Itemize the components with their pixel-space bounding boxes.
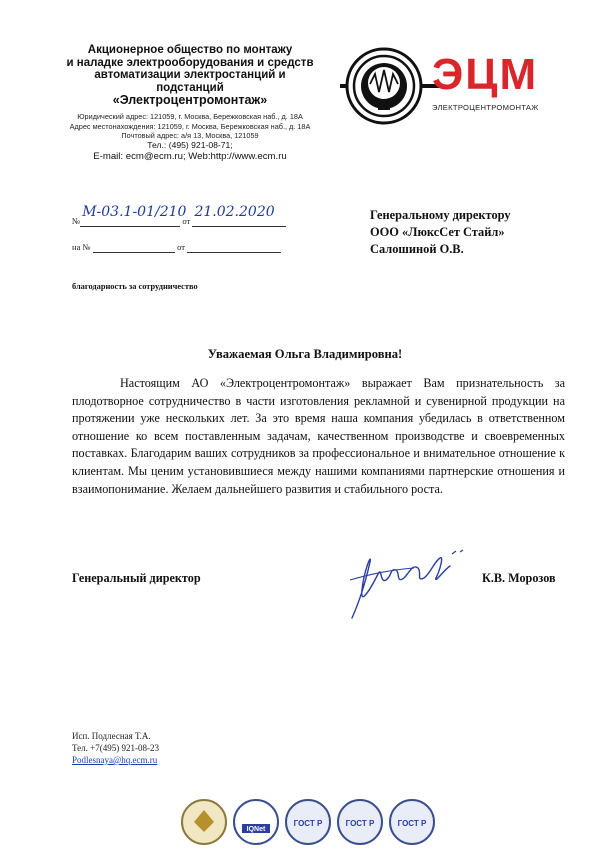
gost-label-2: ГОСТ Р — [345, 819, 375, 828]
reply-number-label: на № — [72, 242, 91, 252]
executor-name: Исп. Подлесная Т.А. — [72, 731, 151, 741]
gost-badge-icon — [338, 800, 382, 844]
addresses — [40, 112, 340, 141]
organization-name — [40, 44, 340, 107]
iqnet-badge-icon — [234, 800, 278, 844]
reply-date-line — [187, 242, 281, 253]
postal-address: Почтовый адрес: а/я 13, Москва, 121059 — [121, 131, 259, 141]
eagle-emblem-icon — [182, 800, 226, 844]
greeting: Уважаемая Ольга Владимировна! — [207, 347, 403, 361]
org-line-4: подстанций — [156, 81, 224, 94]
certification-badges — [180, 796, 450, 848]
logo-subtitle: ЭЛЕКТРОЦЕНТРОМОНТАЖ — [432, 103, 539, 112]
logo-text: ЭЦМ — [432, 50, 539, 99]
reference-number-row — [72, 204, 286, 227]
handwritten-number: М-03.1-01/210 — [82, 204, 187, 220]
org-line-2: и наладке электрооборудования и средств — [66, 56, 314, 69]
company-contacts: E-mail: ecm@ecm.ru; Web:http://www.ecm.ru — [93, 151, 287, 162]
gost-badge-icon — [286, 800, 330, 844]
iqnet-label: IQNet — [246, 826, 266, 833]
reply-date-label: от — [177, 242, 186, 252]
recipient-block — [370, 207, 511, 258]
reply-reference-row — [72, 242, 281, 253]
location-address: Адрес местонахождения: 121059, г. Москва, Бережковская наб., д. 18А — [69, 121, 311, 131]
recipient-line-3: Салошиной О.В. — [370, 242, 464, 256]
org-line-1: Акционерное общество по монтажу — [87, 44, 293, 56]
org-line-3: автоматизации электростанций и — [94, 69, 286, 81]
signer-title: Генеральный директор — [72, 571, 201, 585]
date-line — [192, 204, 286, 227]
recipient-line-2: ООО «ЛюксСет Стайл» — [370, 225, 505, 239]
gost-badge-icon — [390, 800, 434, 844]
date-label: от — [182, 216, 191, 226]
executor-email-link[interactable]: Podlesnaya@hq.ecm.ru — [72, 755, 158, 765]
ecm-logo — [340, 46, 580, 128]
number-label: № — [72, 216, 81, 226]
legal-address: Юридический адрес: 121059, г. Москва, Бережковская наб., д. 18А — [77, 112, 303, 121]
org-line-5: «Электроцентромонтаж» — [112, 93, 268, 107]
executor-phone: Тел. +7(495) 921-08-23 — [72, 743, 159, 753]
letter-subject: благодарность за сотрудничество — [72, 282, 198, 291]
recipient-line-1: Генеральному директору — [370, 208, 511, 222]
gost-label-1: ГОСТ Р — [293, 819, 323, 828]
reply-number-line — [93, 242, 175, 253]
signer-name: К.В. Морозов — [482, 571, 556, 585]
body-paragraph: Настоящим АО «Электроцентромонтаж» выражает Вам признательность за плодотворное сотрудничество в части изготовления рекламной и сувенирной продукции на протяжении уже нескольких лет. За это время наша компания убедилась в ответственном отношение ко всем поставленным задачам, качественном производстве и своевременных поставках. Благодарим ваших сотрудников за профессиональное и внимательное отношение к клиентам. Мы ценим установившиеся между нашими компаниями партнерские отношения и взаимопонимание. Желаем дальнейшего развития и стабильного роста. — [72, 376, 565, 496]
letter-body — [72, 375, 565, 498]
handwritten-date: 21.02.2020 — [194, 204, 275, 220]
lightbulb-emblem-icon — [340, 49, 442, 123]
handwritten-signature — [340, 540, 480, 630]
gost-label-3: ГОСТ Р — [397, 819, 427, 828]
company-phone: Тел.: (495) 921-08-71; — [147, 140, 233, 150]
